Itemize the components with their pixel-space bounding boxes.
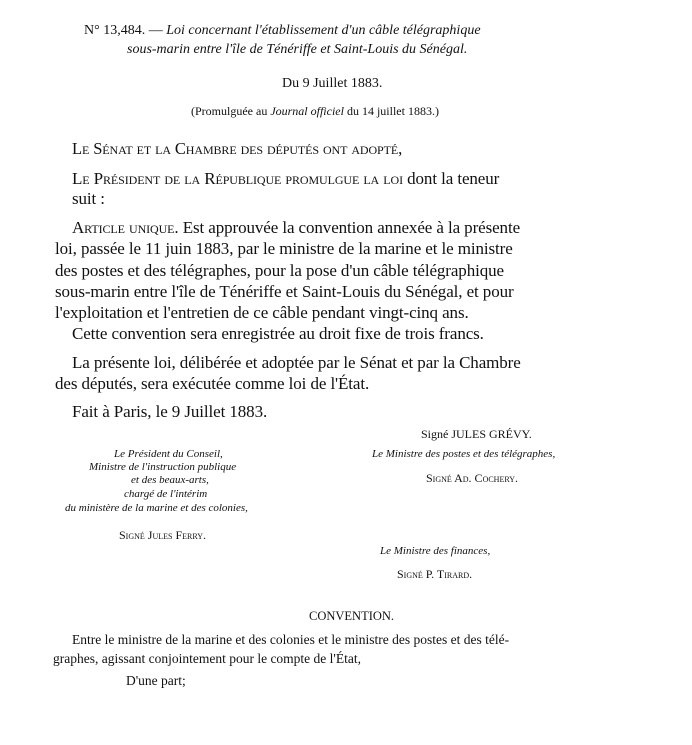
- convention-line1: Entre le ministre de la marine et des colonies et le ministre des postes et des télé-: [72, 632, 510, 647]
- execution-line2: des députés, sera exécutée comme loi de l'État.: [55, 374, 370, 393]
- article-line3: des postes et des télégraphes, pour la pose d'un câble télégraphique: [55, 261, 504, 280]
- law-title-part1: Loi concernant l'établissement d'un câble télégraphique: [166, 23, 481, 38]
- article-text1: Est approuvée la convention annexée à la présente: [182, 218, 521, 237]
- ministre-finances-title: Le Ministre des finances,: [380, 545, 491, 557]
- conseil-line4: chargé de l'intérim: [124, 488, 208, 500]
- article-label: Article unique.: [72, 218, 179, 237]
- promulgation-note: [191, 104, 439, 119]
- law-date: Du 9 Juillet 1883.: [282, 76, 383, 91]
- conseil-line2: Ministre de l'instruction publique: [89, 461, 237, 473]
- convention-line2: graphes, agissant conjointement pour le compte de l'État,: [53, 651, 361, 666]
- signature-ferry: Signé Jules Ferry.: [119, 528, 207, 542]
- law-title-line1: [84, 23, 481, 39]
- conseil-line3: et des beaux-arts,: [131, 474, 209, 486]
- convention-heading: CONVENTION.: [309, 609, 395, 623]
- article-line2: loi, passée le 11 juin 1883, par le ministre de la marine et le ministre: [55, 239, 513, 258]
- fait-a-paris: Fait à Paris, le 9 Juillet 1883.: [72, 402, 268, 421]
- convention-line3: D'une part;: [126, 673, 186, 688]
- law-title-line2: sous-marin entre l'île de Ténériffe et Saint-Louis du Sénégal.: [127, 42, 468, 57]
- ministre-postes-title: Le Ministre des postes et des télégraphes,: [372, 448, 556, 460]
- promulgation-prefix: (Promulguée au: [191, 104, 268, 118]
- execution-line1: La présente loi, délibérée et adoptée par le Sénat et par la Chambre: [72, 353, 521, 372]
- article-line6: Cette convention sera enregistrée au droit fixe de trois francs.: [72, 324, 484, 343]
- signature-tirard: Signé P. Tirard.: [397, 567, 473, 581]
- promulgation-rest: dont la teneur: [407, 169, 500, 188]
- promulgation-sc: Le Président de la République promulgue la loi: [72, 169, 403, 188]
- promulgation-suffix: du 14 juillet 1883.): [346, 104, 439, 118]
- signature-cochery: Signé Ad. Cochery.: [426, 471, 519, 485]
- promulgation-paragraph-line2: suit :: [72, 189, 105, 208]
- conseil-line1: Le Président du Conseil,: [114, 448, 223, 460]
- article-line1: [72, 218, 520, 238]
- article-line5: l'exploitation et l'entretien de ce câble pendant vingt-cinq ans.: [55, 303, 469, 322]
- signature-president: Signé JULES GRÉVY.: [421, 427, 532, 441]
- conseil-line5: du ministère de la marine et des colonies,: [65, 502, 248, 514]
- adoption-line: Le Sénat et la Chambre des députés ont adopté,: [72, 139, 403, 158]
- article-line4: sous-marin entre l'île de Ténériffe et Saint-Louis du Sénégal, et pour: [55, 282, 514, 301]
- promulgation-paragraph-line1: [72, 169, 499, 189]
- journal-officiel: Journal officiel: [270, 104, 344, 118]
- law-number: N° 13,484. —: [84, 23, 163, 38]
